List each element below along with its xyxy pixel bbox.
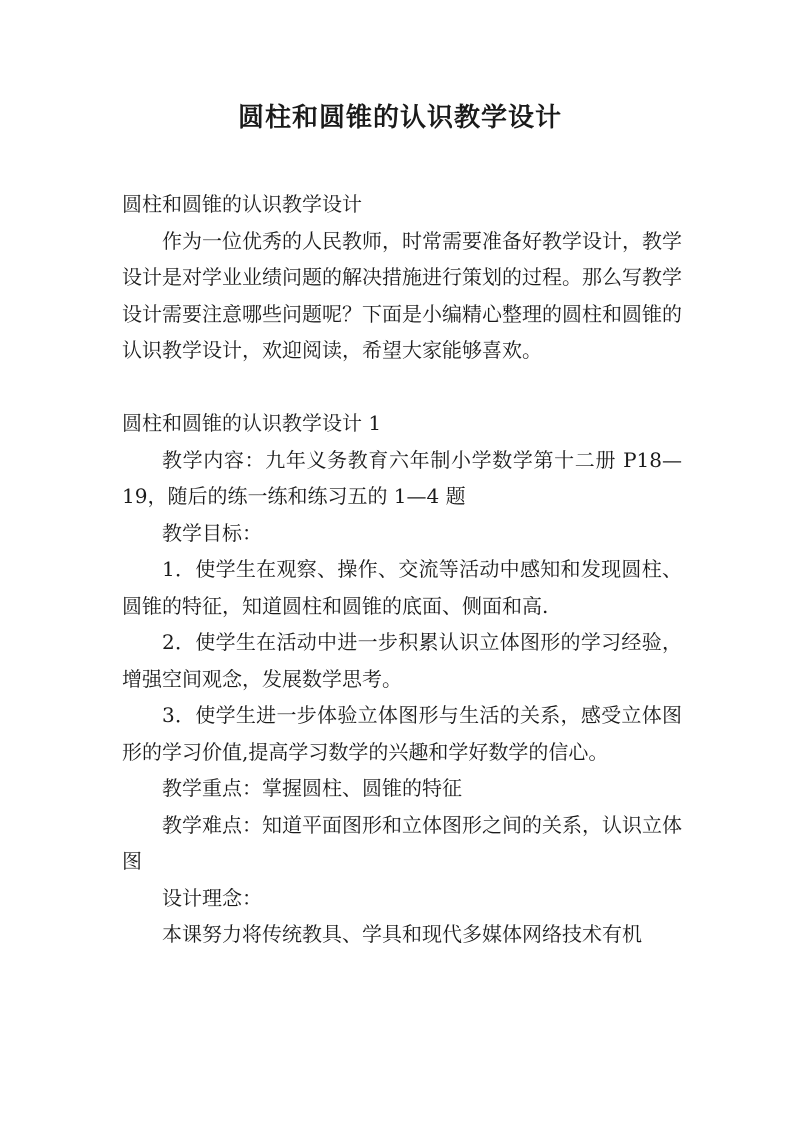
difficult-point: 教学难点：知道平面图形和立体图形之间的关系，认识立体图 <box>122 812 682 873</box>
key-point: 教学重点：掌握圆柱、圆锥的特征 <box>162 776 462 800</box>
goal-item-2: 2．使学生在活动中进一步积累认识立体图形的学习经验，增强空间观念，发展数学思考。 <box>122 630 682 691</box>
teaching-content: 教学内容：九年义务教育六年制小学数学第十二册 P18—19，随后的练一练和练习五的 1—4 题 <box>122 447 682 508</box>
section-heading-1: 圆柱和圆锥的认识教学设计 1 <box>122 411 382 435</box>
goal-item-1: 1．使学生在观察、操作、交流等活动中感知和发现圆柱、圆锥的特征，知道圆柱和圆锥的底面、侧面和高. <box>122 557 682 618</box>
goal-item-3: 3．使学生进一步体验立体图形与生活的关系，感受立体图形的学习价值,提高学习数学的兴趣和学好数学的信心。 <box>122 703 682 764</box>
document-body <box>122 186 682 953</box>
document-title: 圆柱和圆锥的认识教学设计 <box>237 103 562 133</box>
paragraph-spacer <box>122 369 682 406</box>
intro-heading: 圆柱和圆锥的认识教学设计 <box>122 192 362 216</box>
teaching-goals-label: 教学目标： <box>162 520 262 545</box>
intro-paragraph: 作为一位优秀的人民教师，时常需要准备好教学设计，教学设计是对学业业绩问题的解决措施进行策划的过程。那么写教学设计需要注意哪些问题呢？下面是小编精心整理的圆柱和圆锥的认识教学设计，欢迎阅读，希望大家能够喜欢。 <box>122 228 682 362</box>
design-concept-text: 本课努力将传统教具、学具和现代多媒体网络技术有机 <box>162 922 642 946</box>
design-concept-label: 设计理念： <box>162 885 262 910</box>
